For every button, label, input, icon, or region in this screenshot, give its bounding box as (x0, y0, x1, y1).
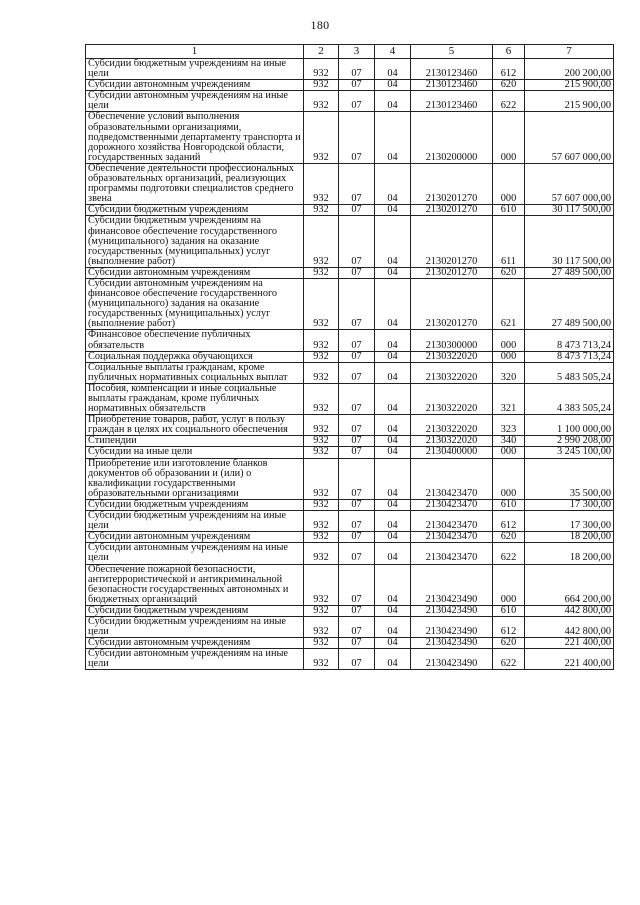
amount: 27 489 500,00 (525, 278, 614, 329)
table-row (86, 511, 614, 532)
amount: 18 200,00 (525, 543, 614, 564)
amount: 17 300,00 (525, 499, 614, 510)
subsection-code: 04 (375, 278, 411, 329)
admin-code: 932 (304, 499, 339, 510)
amount: 57 607 000,00 (525, 163, 614, 204)
expense-type: 323 (493, 415, 525, 436)
subsection-code: 04 (375, 383, 411, 414)
target-code: 2130423470 (411, 532, 493, 543)
expense-type: 612 (493, 616, 525, 637)
row-name: Субсидии автономным учреждениям на иные цели (86, 649, 304, 670)
expense-type: 620 (493, 267, 525, 278)
admin-code: 932 (304, 91, 339, 112)
col-header: 5 (411, 45, 493, 59)
expense-type: 000 (493, 351, 525, 362)
amount: 57 607 000,00 (525, 112, 614, 163)
expense-type: 620 (493, 532, 525, 543)
col-header: 2 (304, 45, 339, 59)
target-code: 2130322020 (411, 415, 493, 436)
section-code: 07 (339, 216, 375, 267)
expense-type: 000 (493, 163, 525, 204)
target-code: 2130201270 (411, 163, 493, 204)
table-row (86, 415, 614, 436)
amount: 215 900,00 (525, 91, 614, 112)
amount: 18 200,00 (525, 532, 614, 543)
target-code: 2130201270 (411, 267, 493, 278)
target-code: 2130423470 (411, 511, 493, 532)
row-name: Стипендии (86, 436, 304, 447)
col-header: 6 (493, 45, 525, 59)
target-code: 2130423490 (411, 616, 493, 637)
target-code: 2130400000 (411, 447, 493, 458)
expense-type: 000 (493, 564, 525, 605)
section-code: 07 (339, 59, 375, 80)
subsection-code: 04 (375, 638, 411, 649)
expense-type: 621 (493, 278, 525, 329)
table-row (86, 532, 614, 543)
expense-type: 340 (493, 436, 525, 447)
expense-type: 321 (493, 383, 525, 414)
subsection-code: 04 (375, 216, 411, 267)
section-code: 07 (339, 205, 375, 216)
amount: 442 800,00 (525, 616, 614, 637)
target-code: 2130423490 (411, 638, 493, 649)
section-code: 07 (339, 447, 375, 458)
table-row (86, 447, 614, 458)
amount: 2 990 208,00 (525, 436, 614, 447)
table-row (86, 543, 614, 564)
expense-type: 620 (493, 80, 525, 91)
row-name: Субсидии на иные цели (86, 447, 304, 458)
section-code: 07 (339, 91, 375, 112)
section-code: 07 (339, 436, 375, 447)
section-code: 07 (339, 511, 375, 532)
target-code: 2130322020 (411, 436, 493, 447)
row-name: Обеспечение деятельности профессиональных образовательных организаций, реализующих программы подготовки специалистов среднего звена (86, 163, 304, 204)
expense-type: 000 (493, 112, 525, 163)
target-code: 2130201270 (411, 278, 493, 329)
subsection-code: 04 (375, 362, 411, 383)
target-code: 2130322020 (411, 351, 493, 362)
amount: 3 245 100,00 (525, 447, 614, 458)
admin-code: 932 (304, 532, 339, 543)
admin-code: 932 (304, 649, 339, 670)
subsection-code: 04 (375, 205, 411, 216)
admin-code: 932 (304, 511, 339, 532)
col-header: 1 (86, 45, 304, 59)
table-row (86, 362, 614, 383)
admin-code: 932 (304, 163, 339, 204)
admin-code: 932 (304, 216, 339, 267)
row-name: Субсидии автономным учреждениям (86, 532, 304, 543)
col-header: 4 (375, 45, 411, 59)
subsection-code: 04 (375, 447, 411, 458)
table-row (86, 59, 614, 80)
section-code: 07 (339, 267, 375, 278)
subsection-code: 04 (375, 499, 411, 510)
section-code: 07 (339, 458, 375, 499)
row-name: Социальная поддержка обучающихся (86, 351, 304, 362)
admin-code: 932 (304, 351, 339, 362)
section-code: 07 (339, 415, 375, 436)
section-code: 07 (339, 330, 375, 351)
target-code: 2130123460 (411, 80, 493, 91)
row-name: Субсидии бюджетным учреждениям на иные цели (86, 511, 304, 532)
admin-code: 932 (304, 205, 339, 216)
table-row (86, 638, 614, 649)
admin-code: 932 (304, 362, 339, 383)
admin-code: 932 (304, 616, 339, 637)
row-name: Субсидии автономным учреждениям (86, 80, 304, 91)
row-name: Обеспечение условий выполнения образовательными организациями, подведомственными департаменту транспорта и дорожного хозяйства Новгородской области, государственных заданий (86, 112, 304, 163)
table-row (86, 436, 614, 447)
section-code: 07 (339, 605, 375, 616)
amount: 8 473 713,24 (525, 351, 614, 362)
table-row (86, 564, 614, 605)
amount: 221 400,00 (525, 649, 614, 670)
subsection-code: 04 (375, 436, 411, 447)
table-row (86, 91, 614, 112)
target-code: 2130123460 (411, 91, 493, 112)
section-code: 07 (339, 532, 375, 543)
target-code: 2130123460 (411, 59, 493, 80)
table-row (86, 278, 614, 329)
admin-code: 932 (304, 59, 339, 80)
admin-code: 932 (304, 543, 339, 564)
table-row (86, 80, 614, 91)
expense-type: 610 (493, 499, 525, 510)
expense-type: 000 (493, 458, 525, 499)
section-code: 07 (339, 616, 375, 637)
expense-type: 622 (493, 91, 525, 112)
expense-type: 612 (493, 59, 525, 80)
amount: 200 200,00 (525, 59, 614, 80)
amount: 8 473 713,24 (525, 330, 614, 351)
subsection-code: 04 (375, 511, 411, 532)
col-header: 7 (525, 45, 614, 59)
admin-code: 932 (304, 447, 339, 458)
expense-type: 620 (493, 638, 525, 649)
section-code: 07 (339, 638, 375, 649)
admin-code: 932 (304, 564, 339, 605)
amount: 17 300,00 (525, 511, 614, 532)
expense-type: 612 (493, 511, 525, 532)
target-code: 2130423490 (411, 649, 493, 670)
admin-code: 932 (304, 415, 339, 436)
col-header: 3 (339, 45, 375, 59)
expense-type: 610 (493, 605, 525, 616)
admin-code: 932 (304, 436, 339, 447)
expense-type: 611 (493, 216, 525, 267)
section-code: 07 (339, 112, 375, 163)
target-code: 2130423470 (411, 543, 493, 564)
budget-table (85, 44, 614, 670)
amount: 30 117 500,00 (525, 216, 614, 267)
table-row (86, 163, 614, 204)
expense-type: 000 (493, 330, 525, 351)
subsection-code: 04 (375, 91, 411, 112)
target-code: 2130201270 (411, 205, 493, 216)
table-row (86, 649, 614, 670)
subsection-code: 04 (375, 330, 411, 351)
expense-type: 610 (493, 205, 525, 216)
section-code: 07 (339, 499, 375, 510)
subsection-code: 04 (375, 415, 411, 436)
target-code: 2130423470 (411, 458, 493, 499)
subsection-code: 04 (375, 605, 411, 616)
table-row (86, 112, 614, 163)
admin-code: 932 (304, 458, 339, 499)
row-name: Субсидии бюджетным учреждениям на иные цели (86, 616, 304, 637)
row-name: Обеспечение пожарной безопасности, антитеррористической и антикриминальной безопасности государственных автономных и бюджетных организаций (86, 564, 304, 605)
subsection-code: 04 (375, 616, 411, 637)
amount: 664 200,00 (525, 564, 614, 605)
page-number: 180 (310, 18, 330, 32)
amount: 35 500,00 (525, 458, 614, 499)
target-code: 2130423490 (411, 605, 493, 616)
table-row (86, 267, 614, 278)
table-row (86, 383, 614, 414)
admin-code: 932 (304, 112, 339, 163)
target-code: 2130322020 (411, 362, 493, 383)
expense-type: 320 (493, 362, 525, 383)
section-code: 07 (339, 564, 375, 605)
subsection-code: 04 (375, 163, 411, 204)
admin-code: 932 (304, 605, 339, 616)
section-code: 07 (339, 543, 375, 564)
table-body (86, 59, 614, 670)
table-row (86, 605, 614, 616)
row-name: Субсидии бюджетным учреждениям (86, 605, 304, 616)
row-name: Субсидии бюджетным учреждениям (86, 205, 304, 216)
admin-code: 932 (304, 80, 339, 91)
header-row (86, 45, 614, 59)
amount: 1 100 000,00 (525, 415, 614, 436)
admin-code: 932 (304, 278, 339, 329)
row-name: Субсидии бюджетным учреждениям на иные цели (86, 59, 304, 80)
amount: 4 383 505,24 (525, 383, 614, 414)
expense-type: 622 (493, 649, 525, 670)
table-row (86, 330, 614, 351)
target-code: 2130201270 (411, 216, 493, 267)
admin-code: 932 (304, 383, 339, 414)
target-code: 2130423470 (411, 499, 493, 510)
row-name: Приобретение товаров, работ, услуг в пользу граждан в целях их социального обеспечения (86, 415, 304, 436)
subsection-code: 04 (375, 649, 411, 670)
row-name: Субсидии автономным учреждениям на финансовое обеспечение государственного (муниципального) задания на оказание государственных (муниципальных) услуг (выполнение работ) (86, 278, 304, 329)
subsection-code: 04 (375, 564, 411, 605)
subsection-code: 04 (375, 543, 411, 564)
row-name: Социальные выплаты гражданам, кроме публичных нормативных социальных выплат (86, 362, 304, 383)
subsection-code: 04 (375, 351, 411, 362)
amount: 5 483 505,24 (525, 362, 614, 383)
subsection-code: 04 (375, 59, 411, 80)
section-code: 07 (339, 362, 375, 383)
table-row (86, 499, 614, 510)
row-name: Субсидии бюджетным учреждениям (86, 499, 304, 510)
amount: 215 900,00 (525, 80, 614, 91)
row-name: Субсидии автономным учреждениям (86, 267, 304, 278)
table-row (86, 205, 614, 216)
row-name: Субсидии автономным учреждениям (86, 638, 304, 649)
admin-code: 932 (304, 638, 339, 649)
subsection-code: 04 (375, 532, 411, 543)
amount: 30 117 500,00 (525, 205, 614, 216)
section-code: 07 (339, 80, 375, 91)
table-row (86, 616, 614, 637)
row-name: Приобретение или изготовление бланков документов об образовании и (или) о квалификации государственными образовательными организациями (86, 458, 304, 499)
amount: 221 400,00 (525, 638, 614, 649)
subsection-code: 04 (375, 112, 411, 163)
amount: 27 489 500,00 (525, 267, 614, 278)
target-code: 2130322020 (411, 383, 493, 414)
subsection-code: 04 (375, 458, 411, 499)
row-name: Субсидии автономным учреждениям на иные цели (86, 543, 304, 564)
section-code: 07 (339, 649, 375, 670)
section-code: 07 (339, 383, 375, 414)
table-row (86, 458, 614, 499)
row-name: Пособия, компенсации и иные социальные выплаты гражданам, кроме публичных нормативных обязательств (86, 383, 304, 414)
row-name: Субсидии бюджетным учреждениям на финансовое обеспечение государственного (муниципального) задания на оказание государственных (муниципальных) услуг (выполнение работ) (86, 216, 304, 267)
section-code: 07 (339, 351, 375, 362)
row-name: Финансовое обеспечение публичных обязательств (86, 330, 304, 351)
target-code: 2130200000 (411, 112, 493, 163)
admin-code: 932 (304, 330, 339, 351)
amount: 442 800,00 (525, 605, 614, 616)
subsection-code: 04 (375, 267, 411, 278)
section-code: 07 (339, 163, 375, 204)
expense-type: 000 (493, 447, 525, 458)
expense-type: 622 (493, 543, 525, 564)
table-row (86, 351, 614, 362)
target-code: 2130423490 (411, 564, 493, 605)
target-code: 2130300000 (411, 330, 493, 351)
admin-code: 932 (304, 267, 339, 278)
subsection-code: 04 (375, 80, 411, 91)
row-name: Субсидии автономным учреждениям на иные цели (86, 91, 304, 112)
section-code: 07 (339, 278, 375, 329)
table-row (86, 216, 614, 267)
